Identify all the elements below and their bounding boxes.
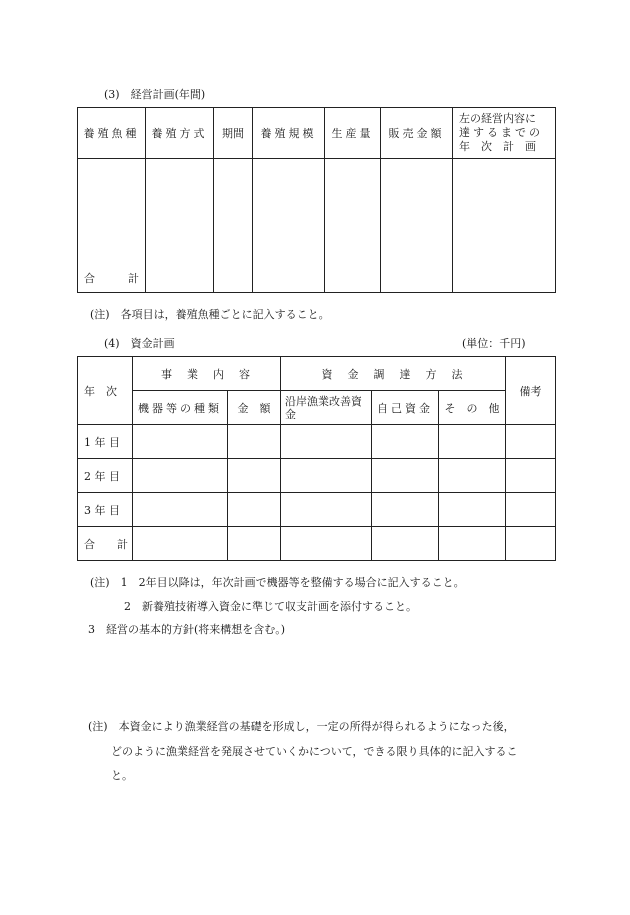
table-row [78, 459, 556, 493]
table-cell[interactable] [439, 459, 506, 493]
table-cell[interactable] [372, 425, 439, 459]
basic-policy-note-line-3: と。 [111, 769, 133, 782]
header-annual-plan-line-3: 年 次 計 画 [459, 140, 536, 153]
header-production: 生産量 [325, 108, 381, 159]
year-header: 年 次 [78, 357, 133, 425]
subheader-coastal-fund: 沿岸漁業改善資金 [281, 391, 372, 425]
section-4-title: (4) 資金計画 [104, 337, 175, 350]
table-cell[interactable] [133, 425, 228, 459]
body-production-cell[interactable] [325, 159, 381, 293]
table-cell[interactable] [228, 425, 281, 459]
table-cell[interactable] [372, 527, 439, 561]
body-annual-plan-cell[interactable] [453, 159, 556, 293]
table-cell[interactable] [439, 527, 506, 561]
subheader-amount: 金 額 [228, 391, 281, 425]
table-cell[interactable] [281, 527, 372, 561]
basic-policy-note-line-1: (注) 本資金により漁業経営の基礎を形成し，一定の所得が得られるようになった後， [88, 720, 515, 733]
management-plan-table [77, 107, 556, 293]
row-label-year-1: 1 年 目 [78, 425, 133, 459]
table-cell[interactable] [228, 493, 281, 527]
row-label-total: 合 計 [78, 527, 133, 561]
table-cell[interactable] [506, 459, 556, 493]
management-plan-header-row [78, 108, 556, 159]
table-cell[interactable] [506, 493, 556, 527]
body-species-cell [78, 159, 146, 293]
header-annual-plan [453, 108, 556, 159]
unit-label: (単位：千円) [462, 337, 526, 350]
total-label: 合 計 [84, 272, 139, 285]
table-cell[interactable] [133, 459, 228, 493]
header-annual-plan-line-1: 左の経営内容に [459, 112, 536, 125]
section-3-title: (3) 経営計画(年間) [104, 88, 206, 101]
header-annual-plan-line-2: 達するまでの [459, 126, 543, 139]
table-cell[interactable] [133, 527, 228, 561]
funding-plan-table [77, 356, 556, 561]
table-row [78, 527, 556, 561]
table-cell[interactable] [133, 493, 228, 527]
row-label-year-3: 3 年 目 [78, 493, 133, 527]
table-cell[interactable] [228, 527, 281, 561]
table-cell[interactable] [506, 527, 556, 561]
body-scale-cell[interactable] [253, 159, 325, 293]
table-cell[interactable] [281, 459, 372, 493]
table-row [78, 493, 556, 527]
row-label-year-2: 2 年 目 [78, 459, 133, 493]
body-sales-cell[interactable] [381, 159, 453, 293]
table-cell[interactable] [506, 425, 556, 459]
header-sales: 販売金額 [381, 108, 453, 159]
header-period: 期間 [214, 108, 253, 159]
body-period-cell[interactable] [214, 159, 253, 293]
header-scale: 養殖規模 [253, 108, 325, 159]
funding-note-1: (注) 1 2年目以降は，年次計画で機器等を整備する場合に記入すること。 [90, 576, 465, 589]
section-3-note: (注) 各項目は，養殖魚種ごとに記入すること。 [90, 308, 330, 321]
table-cell[interactable] [281, 493, 372, 527]
basic-policy-title: 3 経営の基本的方針(将来構想を含む。) [88, 623, 286, 636]
remarks-header: 備考 [506, 357, 556, 425]
funding-method-header: 資 金 調 達 方 法 [281, 357, 506, 391]
body-method-cell[interactable] [146, 159, 214, 293]
funding-note-2: 2 新養殖技術導入資金に準じて収支計画を添付すること。 [124, 600, 417, 613]
funding-header-row-1 [78, 357, 556, 391]
header-species: 養殖魚種 [78, 108, 146, 159]
subheader-other: そ の 他 [439, 391, 506, 425]
basic-policy-note-line-2: どのように漁業経営を発展させていくかについて，できる限り具体的に記入するこ [111, 745, 518, 758]
subheader-equipment-type: 機器等の種類 [133, 391, 228, 425]
management-plan-body-row [78, 159, 556, 293]
table-cell[interactable] [372, 493, 439, 527]
table-cell[interactable] [281, 425, 372, 459]
table-cell[interactable] [228, 459, 281, 493]
funding-header-row-2 [78, 391, 556, 425]
business-content-header: 事 業 内 容 [133, 357, 281, 391]
table-cell[interactable] [372, 459, 439, 493]
table-cell[interactable] [439, 425, 506, 459]
table-row [78, 425, 556, 459]
table-cell[interactable] [439, 493, 506, 527]
subheader-own-funds: 自己資金 [372, 391, 439, 425]
header-method: 養殖方式 [146, 108, 214, 159]
